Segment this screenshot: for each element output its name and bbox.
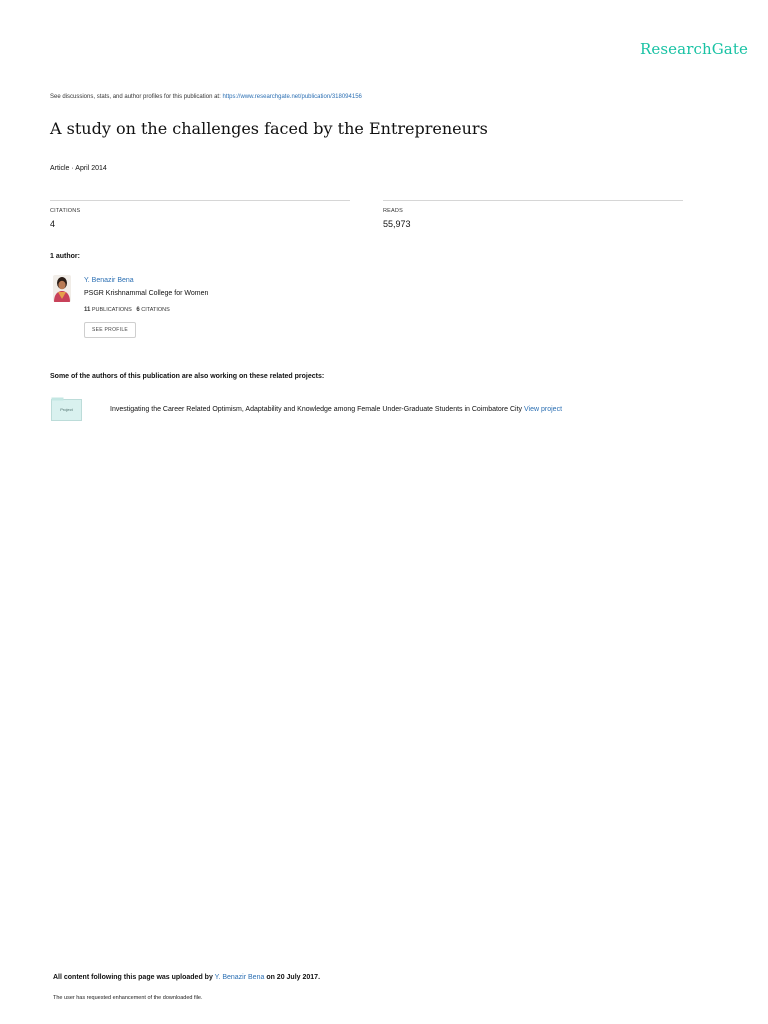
discussion-prefix: See discussions, stats, and author profiles for this publication at: [50, 94, 221, 100]
citations-divider [50, 200, 350, 201]
author-publications-label: PUBLICATIONS [91, 307, 132, 313]
project-thumbnail[interactable] [51, 397, 82, 421]
author-affiliation: PSGR Krishnammal College for Women [84, 290, 209, 297]
author-name-link[interactable]: Y. Benazir Bena [84, 277, 134, 284]
upload-prefix: All content following this page was uploaded by [53, 974, 213, 981]
author-stats [84, 307, 170, 313]
citations-value: 4 [50, 219, 56, 229]
reads-divider [383, 200, 683, 201]
author-citations-count: 6 [136, 307, 140, 313]
reads-label: READS [383, 208, 403, 214]
see-profile-button[interactable]: SEE PROFILE [84, 322, 136, 338]
project-thumb-label: Project [60, 407, 73, 412]
discussion-line [50, 94, 362, 100]
author-citations-label: CITATIONS [141, 307, 170, 313]
projects-heading: Some of the authors of this publication are also working on these related projects: [50, 373, 325, 380]
uploader-link[interactable]: Y. Benazir Bena [214, 974, 265, 981]
author-photo-icon [53, 275, 71, 302]
enhancement-note: The user has requested enhancement of the downloaded file. [53, 995, 203, 1001]
project-row [110, 406, 562, 413]
publication-meta: Article · April 2014 [50, 165, 107, 172]
author-avatar[interactable] [53, 275, 71, 302]
upload-info [53, 974, 320, 981]
reads-value: 55,973 [383, 219, 411, 229]
upload-suffix: on 20 July 2017. [266, 974, 321, 981]
publication-url-link[interactable]: https://www.researchgate.net/publication/318094156 [222, 94, 362, 100]
researchgate-logo[interactable]: ResearchGate [640, 40, 748, 58]
project-title: Investigating the Career Related Optimism, Adaptability and Knowledge among Female Under-Graduate Students in Coimbatore City [110, 406, 523, 413]
publication-title: A study on the challenges faced by the Entrepreneurs [50, 119, 488, 138]
author-publications-count: 11 [84, 307, 91, 313]
view-project-link[interactable]: View project [524, 406, 563, 413]
authors-heading: 1 author: [50, 253, 80, 260]
citations-label: CITATIONS [50, 208, 81, 214]
